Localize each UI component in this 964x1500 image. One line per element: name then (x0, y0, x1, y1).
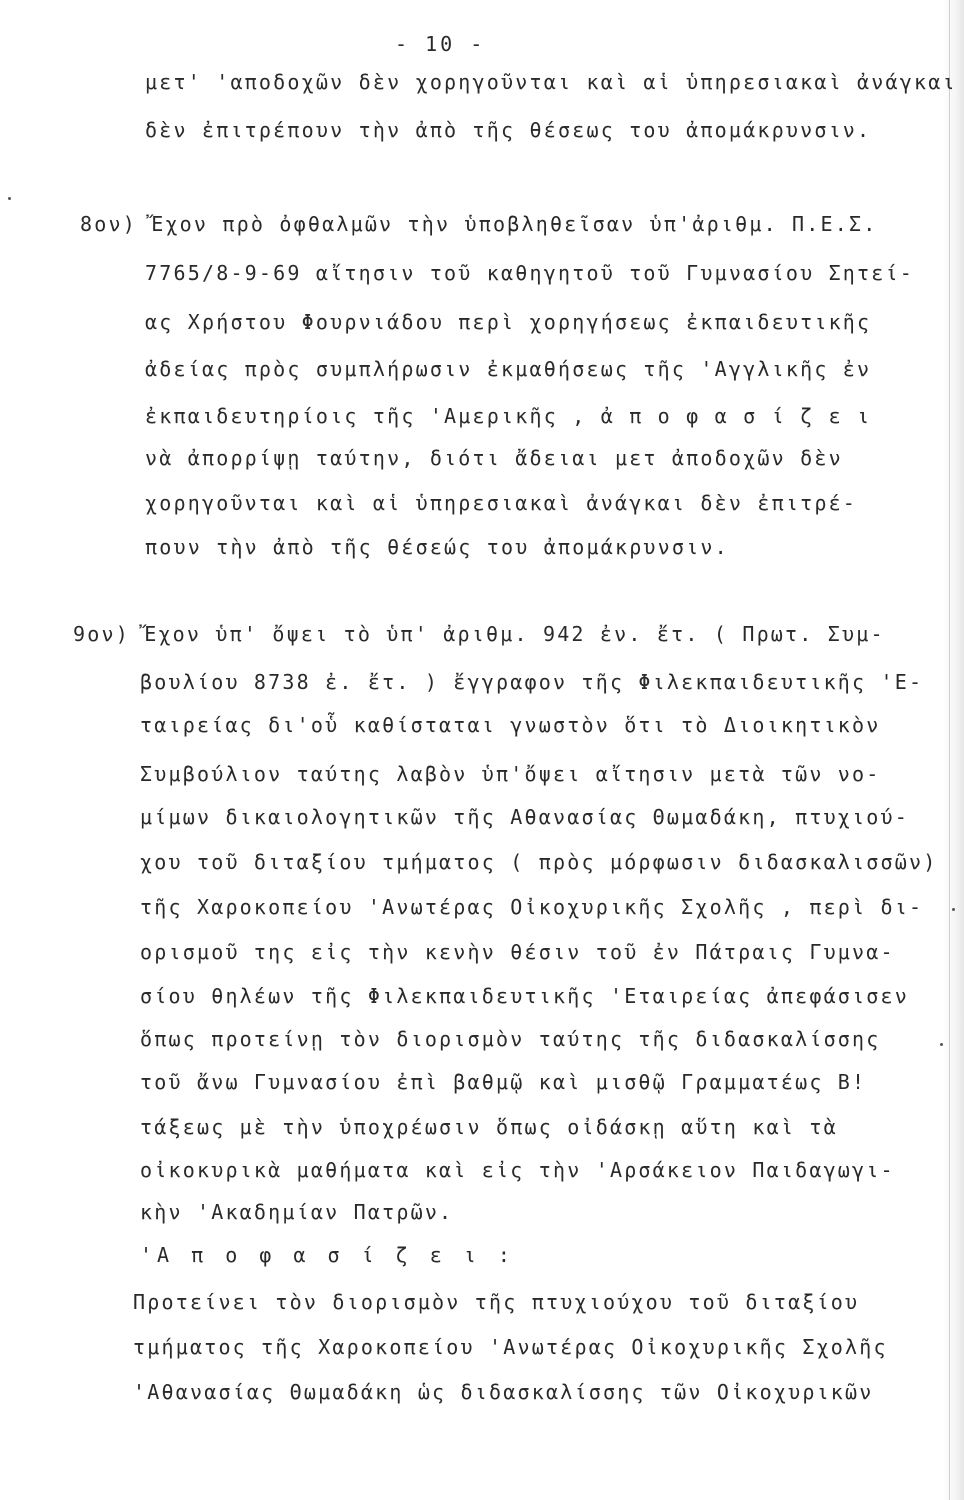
text-line-7: ἐκπαιδευτηρίοις τῆς 'Αμερικῆς , ἀ π ο φ α σ ί ζ ε ι (145, 404, 872, 428)
text-line-16: χου τοῦ διταξίου τμήματος ( πρὸς μόρφωσιν διδασκαλισσῶν) (140, 850, 938, 874)
text-line-26: Προτείνει τὸν διορισμὸν τῆς πτυχιούχου τοῦ διταξίου (133, 1290, 860, 1314)
paper-speck (8, 197, 11, 200)
text-line-18: ορισμοῦ της εἰς τὴν κενὴν θέσιν τοῦ ἐν Πάτραις Γυμνα- (140, 940, 895, 964)
text-line-28: 'Αθανασίας Θωμαδάκη ὡς διδασκαλίσσης τῶν Οἰκοχυρικῶν (133, 1380, 874, 1404)
text-line-3: 8ον) Ἔχον πρὸ ὀφθαλμῶν τὴν ὑποβληθεῖσαν ὑπ'ἀριθμ. Π.Ε.Σ. (80, 212, 878, 236)
paper-speck (940, 1043, 943, 1046)
text-line-27: τμήματος τῆς Χαροκοπείου 'Ανωτέρας Οἰκοχυρικῆς Σχολῆς (133, 1335, 888, 1359)
text-line-17: τῆς Χαροκοπείου 'Ανωτέρας Οἰκοχυρικῆς Σχολῆς , περὶ δι- (140, 895, 924, 919)
text-line-1: μετ' 'αποδοχῶν δὲν χορηγοῦνται καὶ αἱ ὑπηρεσιακαὶ ἀνάγκαι (145, 70, 957, 94)
text-line-15: μίμων δικαιολογητικῶν τῆς Αθανασίας Θωμαδάκη, πτυχιού- (140, 805, 910, 829)
text-line-19: σίου θηλέων τῆς Φιλεκπαιδευτικῆς 'Εταιρείας ἀπεφάσισεν (140, 984, 910, 1008)
text-line-4: 7765/8-9-69 αἴτησιν τοῦ καθηγητοῦ τοῦ Γυμνασίου Σητεί- (145, 261, 915, 285)
paper-speck (952, 908, 955, 911)
text-line-13: ταιρείας δι'οὗ καθίσταται γνωστὸν ὅτι τὸ Διοικητικὸν (140, 713, 881, 737)
text-line-21: τοῦ ἄνω Γυμνασίου ἐπὶ βαθμῷ καὶ μισθῷ Γραμματέως Β! (140, 1070, 867, 1094)
decision-heading: 'Α π ο φ α σ ί ζ ε ι : (140, 1243, 515, 1267)
text-line-20: ὅπως προτείνῃ τὸν διορισμὸν ταύτης τῆς διδασκαλίσσης (140, 1027, 881, 1051)
page-number: - 10 - (395, 32, 486, 56)
text-line-6: ἀδείας πρὸς συμπλήρωσιν ἐκμαθήσεως τῆς 'Αγγλικῆς ἐν (145, 357, 872, 381)
text-line-5: ας Χρήστου Φουρνιάδου περὶ χορηγήσεως ἐκπαιδευτικῆς (145, 310, 872, 334)
page-edge-shadow (942, 0, 964, 1500)
text-line-24: κὴν 'Ακαδημίαν Πατρῶν. (140, 1200, 454, 1224)
page-edge-line (949, 0, 950, 1500)
text-line-22: τάξεως μὲ τὴν ὑποχρέωσιν ὅπως οἰδάσκῃ αὕτη καὶ τὰ (140, 1115, 838, 1139)
text-line-8: νὰ ἀπορρίψῃ ταύτην, διότι ἄδειαι μετ ἀποδοχῶν δὲν (145, 446, 843, 470)
text-line-23: οἰκοκυρικὰ μαθήματα καὶ εἰς τὴν 'Αρσάκειον Παιδαγωγι- (140, 1158, 895, 1182)
text-line-12: βουλίου 8738 ἐ. ἔτ. ) ἔγγραφον τῆς Φιλεκπαιδευτικῆς 'Ε- (140, 670, 924, 694)
text-line-10: πουν τὴν ἀπὸ τῆς θέσεώς του ἀπομάκρυνσιν. (145, 535, 729, 559)
text-line-2: δὲν ἐπιτρέπουν τὴν ἀπὸ τῆς θέσεως του ἀπομάκρυνσιν. (145, 118, 872, 142)
text-line-9: χορηγοῦνται καὶ αἱ ὑπηρεσιακαὶ ἀνάγκαι δὲν ἐπιτρέ- (145, 491, 858, 515)
text-line-14: Συμβούλιον ταύτης λαβὸν ὑπ'ὄψει αἴτησιν μετὰ τῶν νο- (140, 762, 881, 786)
text-line-11: 9ον) Ἔχον ὑπ' ὄψει τὸ ὑπ' ἀριθμ. 942 ἐν. ἔτ. ( Πρωτ. Συμ- (73, 622, 885, 646)
